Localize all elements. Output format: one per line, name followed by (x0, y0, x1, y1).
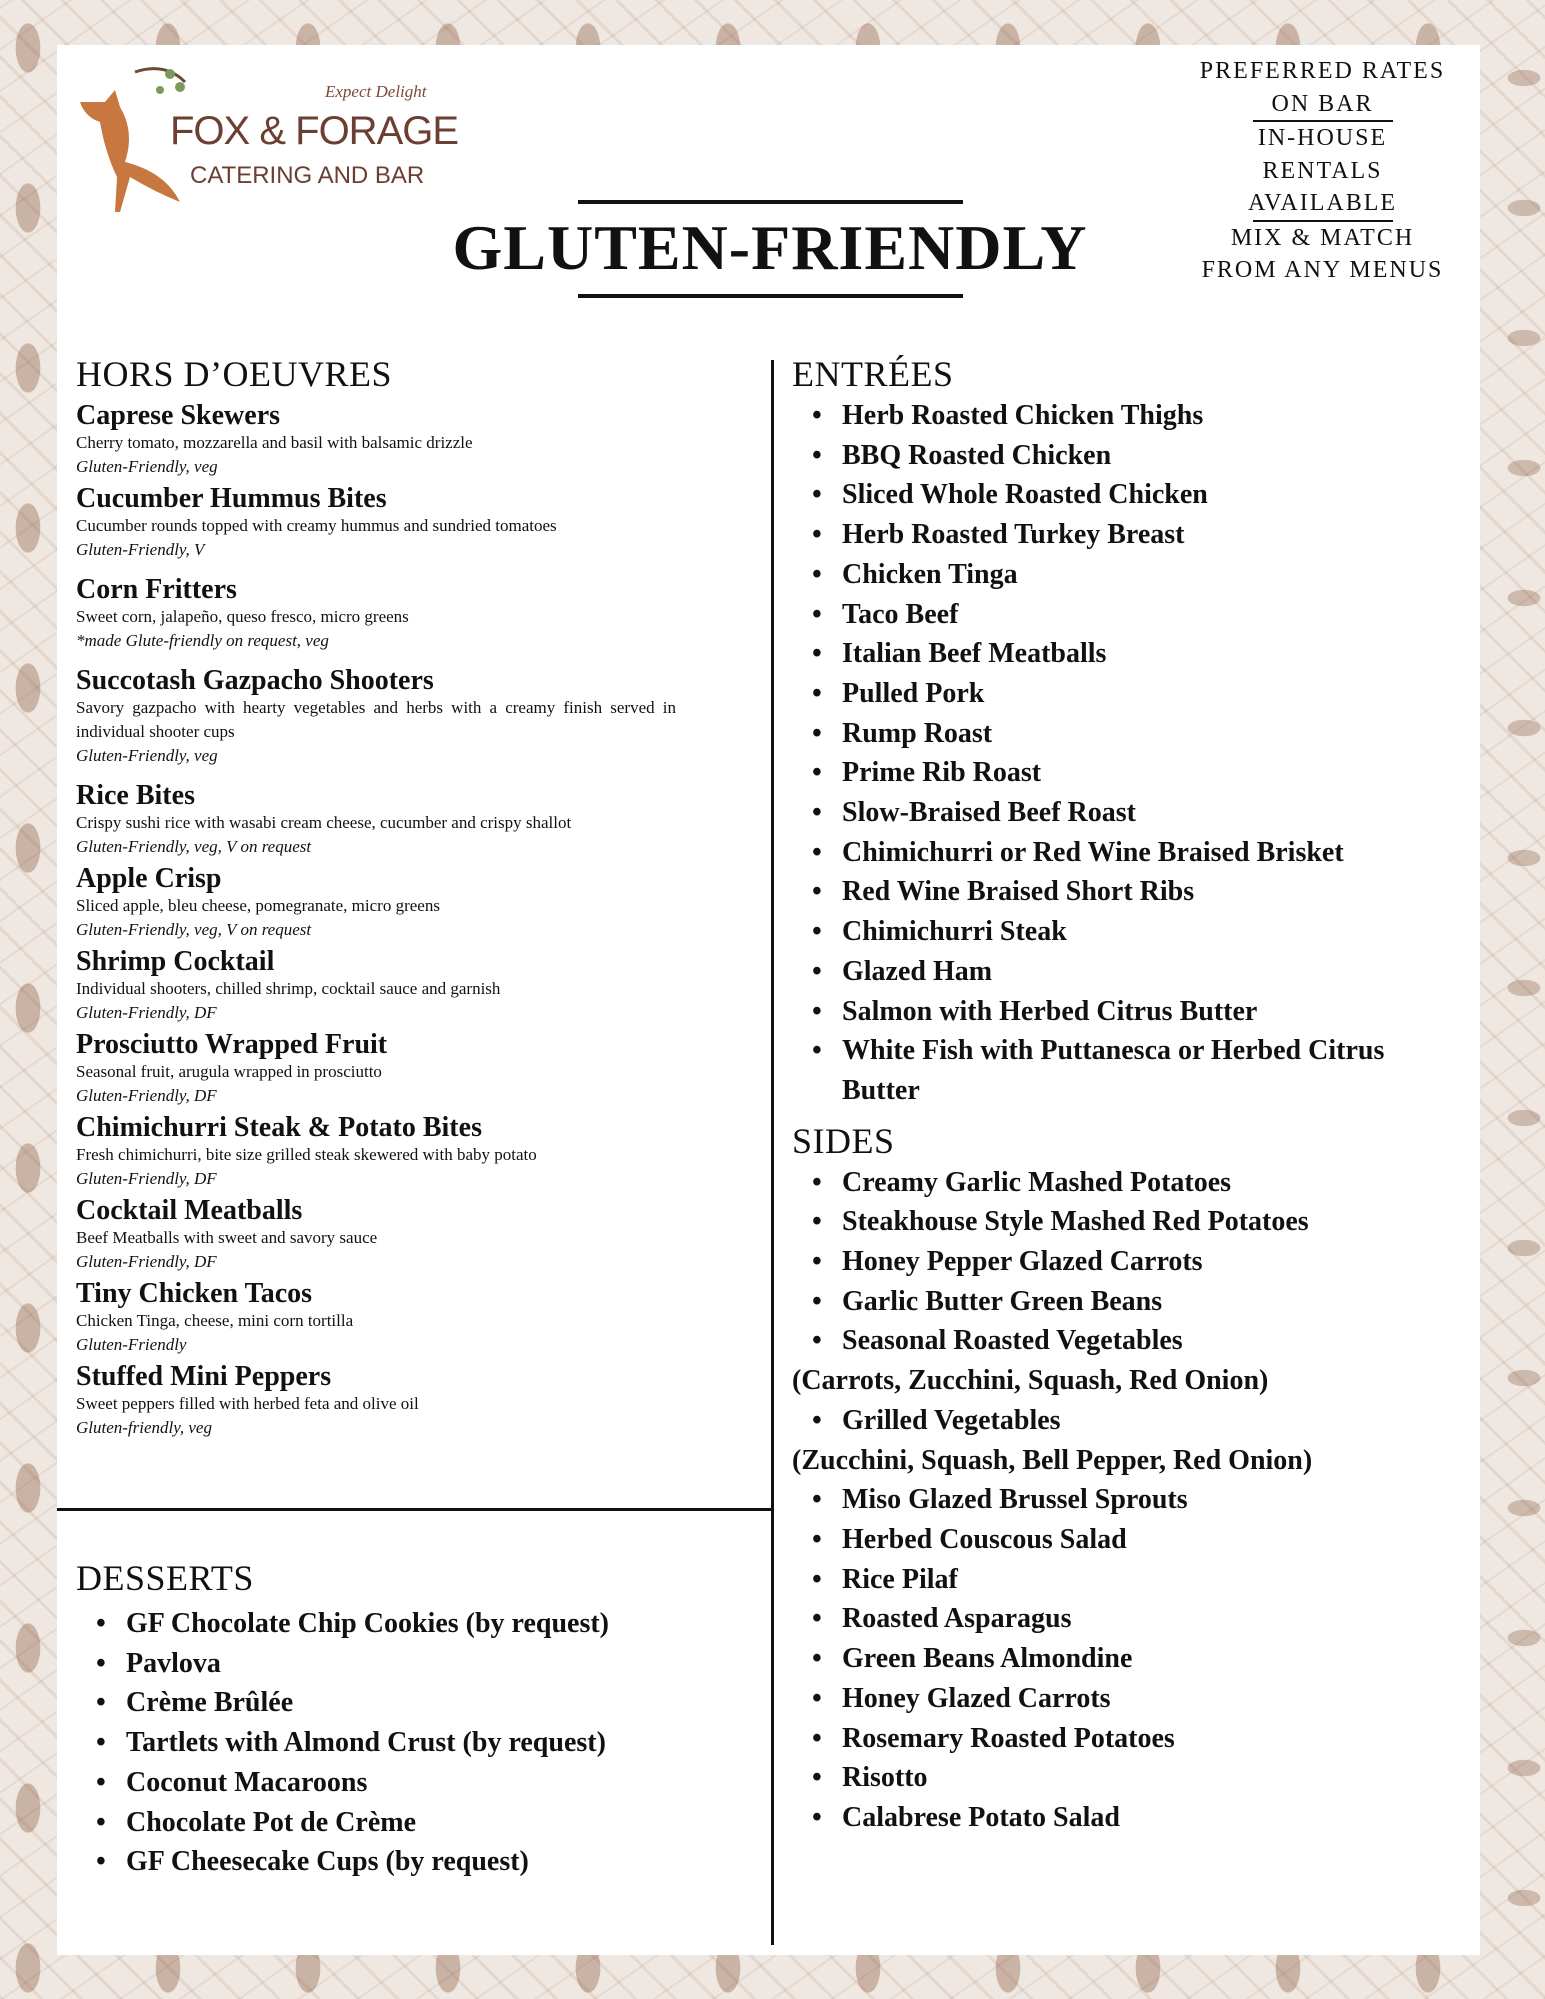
item-desc: Crispy sushi rice with wasabi cream cheese, cucumber and crispy shallot (76, 813, 572, 832)
item-tags: Gluten-Friendly, veg, V on request (76, 920, 312, 939)
section-divider (57, 1508, 773, 1511)
list-item: • Prime Rib Roast (792, 753, 1462, 793)
list-item: • Sliced Whole Roasted Chicken (792, 475, 1462, 515)
title-rule-top (578, 200, 963, 204)
menu-item (76, 863, 676, 942)
item-name: Corn Fritters (76, 574, 237, 605)
menu-item (76, 1112, 676, 1191)
list-item: • Honey Pepper Glazed Carrots (792, 1242, 1462, 1282)
item-tags: *made Glute-friendly on request, veg (76, 631, 329, 650)
list-item: • Miso Glazed Brussel Sprouts (792, 1480, 1462, 1520)
list-item: • Crème Brûlée (76, 1683, 756, 1723)
promo-block (1170, 55, 1475, 287)
list-item: • Red Wine Braised Short Ribs (792, 872, 1462, 912)
list-item: • Salmon with Herbed Citrus Butter (792, 992, 1462, 1032)
menu-item (76, 780, 676, 859)
page-title: GLUTEN-FRIENDLY (452, 212, 1088, 283)
hors-doeuvres-section (76, 352, 676, 1440)
item-tags: Gluten-Friendly (76, 1335, 187, 1354)
item-name: Succotash Gazpacho Shooters (76, 665, 434, 696)
menu-item (76, 1278, 676, 1357)
list-item: • Slow-Braised Beef Roast (792, 793, 1462, 833)
list-item: • Grilled Vegetables (792, 1401, 1462, 1441)
list-item: • Taco Beef (792, 595, 1462, 635)
section-heading: SIDES (792, 1120, 895, 1161)
logo (75, 62, 459, 242)
menu-item (76, 1029, 676, 1108)
item-desc: Beef Meatballs with sweet and savory sauce (76, 1228, 378, 1247)
item-desc: Sweet corn, jalapeño, queso fresco, micro greens (76, 607, 409, 626)
column-divider (771, 360, 774, 1945)
list-item: • GF Chocolate Chip Cookies (by request) (76, 1604, 756, 1644)
item-desc: Cucumber rounds topped with creamy hummus and sundried tomatoes (76, 516, 557, 535)
list-item: • Honey Glazed Carrots (792, 1679, 1462, 1719)
item-desc: Seasonal fruit, arugula wrapped in prosciutto (76, 1062, 382, 1081)
list-item: • Chocolate Pot de Crème (76, 1803, 756, 1843)
item-desc: Sliced apple, bleu cheese, pomegranate, micro greens (76, 896, 440, 915)
item-name: Rice Bites (76, 780, 195, 811)
item-name: Cucumber Hummus Bites (76, 483, 387, 514)
menu-item (76, 1195, 676, 1274)
section-heading: DESSERTS (76, 1558, 254, 1598)
sides-note: (Carrots, Zucchini, Squash, Red Onion) (792, 1365, 1269, 1397)
item-tags: Gluten-Friendly, V (76, 540, 205, 559)
section-heading: HORS D’OEUVRES (76, 354, 393, 394)
item-tags: Gluten-friendly, veg (76, 1418, 212, 1437)
right-column (792, 352, 1462, 1838)
list-item: • Pavlova (76, 1644, 756, 1684)
item-desc: Cherry tomato, mozzarella and basil with balsamic drizzle (76, 433, 473, 452)
promo-line: ON BAR (1271, 90, 1374, 117)
list-item: • Green Beans Almondine (792, 1639, 1462, 1679)
menu-item (76, 946, 676, 1025)
promo-line: IN-HOUSE (1257, 125, 1388, 151)
item-name: Caprese Skewers (76, 400, 281, 431)
item-desc: Savory gazpacho with hearty vegetables and herbs with a creamy finish served in individual shooter cups (76, 698, 676, 741)
list-item: • GF Cheesecake Cups (by request) (76, 1842, 756, 1882)
section-heading: ENTRÉES (792, 354, 954, 394)
list-item: • Glazed Ham (792, 952, 1462, 992)
item-tags: Gluten-Friendly, veg (76, 457, 218, 476)
logo-brand: FOX & FORAGE (170, 109, 459, 153)
list-item: • Pulled Pork (792, 674, 1462, 714)
item-tags: Gluten-Friendly, DF (76, 1169, 217, 1188)
item-tags: Gluten-Friendly, DF (76, 1252, 217, 1271)
list-item: • Herb Roasted Chicken Thighs (792, 396, 1462, 436)
logo-tagline: Expect Delight (325, 82, 427, 101)
item-desc: Fresh chimichurri, bite size grilled steak skewered with baby potato (76, 1145, 537, 1164)
item-tags: Gluten-Friendly, DF (76, 1086, 217, 1105)
list-item: • Risotto (792, 1758, 1462, 1798)
list-item: • Creamy Garlic Mashed Potatoes (792, 1163, 1462, 1203)
item-tags: Gluten-Friendly, DF (76, 1003, 217, 1022)
item-name: Apple Crisp (76, 863, 222, 894)
list-item: • Chimichurri or Red Wine Braised Brisket (792, 833, 1462, 873)
list-item: • Rump Roast (792, 714, 1462, 754)
logo-subtitle: CATERING AND BAR (190, 162, 425, 189)
promo-line: PREFERRED RATES (1199, 58, 1446, 84)
sides-note: (Zucchini, Squash, Bell Pepper, Red Onion) (792, 1444, 1313, 1476)
list-item: • Coconut Macaroons (76, 1763, 756, 1803)
list-item: • Garlic Butter Green Beans (792, 1282, 1462, 1322)
list-item: • Steakhouse Style Mashed Red Potatoes (792, 1202, 1462, 1242)
menu-item (76, 1361, 676, 1440)
list-item: • Calabrese Potato Salad (792, 1798, 1462, 1838)
item-tags: Gluten-Friendly, veg, V on request (76, 837, 312, 856)
menu-item (76, 483, 676, 562)
item-name: Tiny Chicken Tacos (76, 1278, 313, 1309)
item-desc: Individual shooters, chilled shrimp, cocktail sauce and garnish (76, 979, 501, 998)
item-name: Stuffed Mini Peppers (76, 1361, 332, 1392)
list-item: • Herb Roasted Turkey Breast (792, 515, 1462, 555)
menu-item (76, 400, 676, 479)
title-rule-bottom (578, 294, 963, 298)
promo-line: FROM ANY MENUS (1201, 257, 1444, 283)
item-tags: Gluten-Friendly, veg (76, 746, 218, 765)
item-name: Chimichurri Steak & Potato Bites (76, 1112, 482, 1143)
list-item: • Seasonal Roasted Vegetables (792, 1321, 1462, 1361)
promo-line: AVAILABLE (1247, 190, 1398, 216)
list-item: • Rosemary Roasted Potatoes (792, 1719, 1462, 1759)
list-item: • Italian Beef Meatballs (792, 634, 1462, 674)
promo-line: RENTALS (1262, 157, 1383, 184)
list-item: • Chicken Tinga (792, 555, 1462, 595)
list-item: • BBQ Roasted Chicken (792, 436, 1462, 476)
list-item: • Rice Pilaf (792, 1560, 1462, 1600)
menu-item (76, 665, 676, 768)
list-item: • Tartlets with Almond Crust (by request) (76, 1723, 756, 1763)
list-item: • Herbed Couscous Salad (792, 1520, 1462, 1560)
list-item: • Chimichurri Steak (792, 912, 1462, 952)
title-block (440, 200, 1100, 298)
list-item: • White Fish with Puttanesca or Herbed Citrus Butter (792, 1031, 1462, 1110)
list-item: • Roasted Asparagus (792, 1599, 1462, 1639)
item-desc: Sweet peppers filled with herbed feta and olive oil (76, 1394, 419, 1413)
desserts-section (76, 1556, 756, 1882)
menu-item (76, 574, 676, 653)
item-name: Prosciutto Wrapped Fruit (76, 1029, 388, 1060)
item-desc: Chicken Tinga, cheese, mini corn tortilla (76, 1311, 354, 1330)
item-name: Cocktail Meatballs (76, 1195, 303, 1226)
item-name: Shrimp Cocktail (76, 946, 275, 977)
promo-line: MIX & MATCH (1230, 224, 1415, 251)
